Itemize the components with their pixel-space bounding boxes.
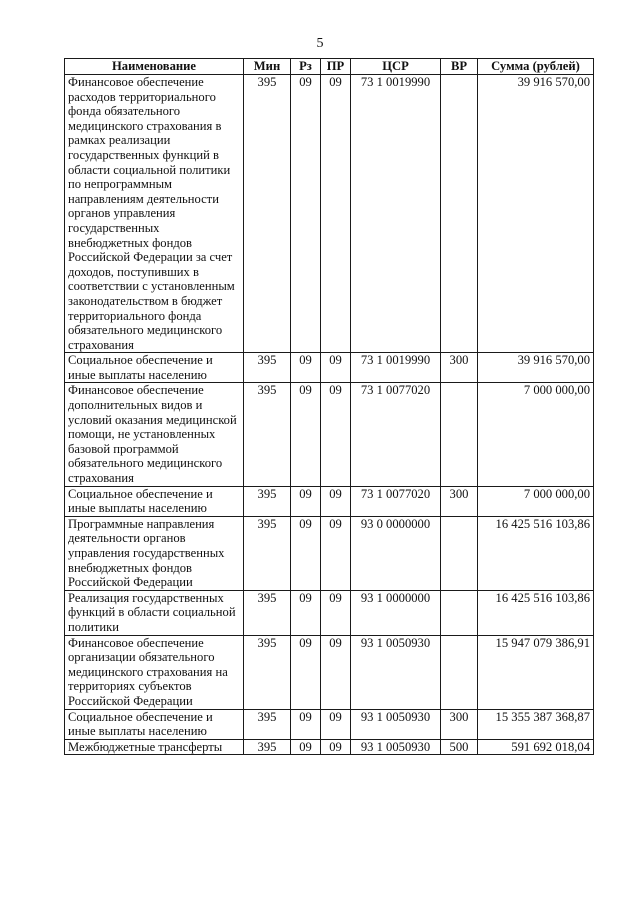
cell-csr: 73 1 0019990 <box>351 353 441 383</box>
header-csr: ЦСР <box>351 59 441 75</box>
cell-min: 395 <box>244 709 291 739</box>
table-header-row <box>65 59 594 75</box>
table-row <box>65 516 594 590</box>
cell-name: Финансовое обеспечение организации обязательного медицинского страхования на территориях субъектов Российской Федерации <box>65 635 244 709</box>
cell-rz: 09 <box>291 739 321 755</box>
table-row <box>65 75 594 353</box>
cell-min: 395 <box>244 353 291 383</box>
table-row <box>65 486 594 516</box>
cell-pr: 09 <box>321 383 351 486</box>
cell-name: Социальное обеспечение и иные выплаты населению <box>65 486 244 516</box>
cell-min: 395 <box>244 486 291 516</box>
cell-sum: 39 916 570,00 <box>478 353 594 383</box>
cell-name: Реализация государственных функций в области социальной политики <box>65 590 244 635</box>
cell-pr: 09 <box>321 635 351 709</box>
header-sum: Сумма (рублей) <box>478 59 594 75</box>
cell-name: Социальное обеспечение и иные выплаты населению <box>65 709 244 739</box>
cell-rz: 09 <box>291 635 321 709</box>
cell-name: Финансовое обеспечение расходов территориального фонда обязательного медицинского страхования в рамках реализации государственных функций в области социальной политики по непрограммным направлениям деятельности органов управления государственных внебюджетных фондов Российской Федерации за счет доходов, поступивших в соответствии с установленным законодательством в бюджет территориального фонда обязательного медицинского страхования <box>65 75 244 353</box>
cell-rz: 09 <box>291 516 321 590</box>
cell-rz: 09 <box>291 590 321 635</box>
cell-vr <box>441 75 478 353</box>
cell-sum: 7 000 000,00 <box>478 486 594 516</box>
cell-min: 395 <box>244 590 291 635</box>
cell-csr: 93 1 0050930 <box>351 709 441 739</box>
cell-vr <box>441 635 478 709</box>
cell-pr: 09 <box>321 516 351 590</box>
cell-vr <box>441 590 478 635</box>
table-row <box>65 739 594 755</box>
cell-sum: 7 000 000,00 <box>478 383 594 486</box>
page-number: 5 <box>316 36 324 51</box>
table-row <box>65 590 594 635</box>
cell-sum: 16 425 516 103,86 <box>478 516 594 590</box>
cell-vr <box>441 383 478 486</box>
cell-csr: 93 1 0050930 <box>351 635 441 709</box>
header-vr: ВР <box>441 59 478 75</box>
table-row <box>65 635 594 709</box>
cell-vr: 500 <box>441 739 478 755</box>
cell-name: Финансовое обеспечение дополнительных видов и условий оказания медицинской помощи, не установленных базовой программой обязательного медицинского страхования <box>65 383 244 486</box>
cell-rz: 09 <box>291 709 321 739</box>
cell-sum: 15 355 387 368,87 <box>478 709 594 739</box>
header-rz: Рз <box>291 59 321 75</box>
cell-pr: 09 <box>321 739 351 755</box>
cell-name: Межбюджетные трансферты <box>65 739 244 755</box>
cell-pr: 09 <box>321 709 351 739</box>
cell-vr: 300 <box>441 709 478 739</box>
table-row <box>65 383 594 486</box>
cell-csr: 73 1 0077020 <box>351 486 441 516</box>
cell-rz: 09 <box>291 353 321 383</box>
cell-csr: 73 1 0077020 <box>351 383 441 486</box>
cell-sum: 591 692 018,04 <box>478 739 594 755</box>
table-row <box>65 709 594 739</box>
cell-pr: 09 <box>321 353 351 383</box>
cell-pr: 09 <box>321 590 351 635</box>
cell-name: Социальное обеспечение и иные выплаты населению <box>65 353 244 383</box>
cell-csr: 93 0 0000000 <box>351 516 441 590</box>
cell-csr: 93 1 0000000 <box>351 590 441 635</box>
table-row <box>65 353 594 383</box>
cell-vr <box>441 516 478 590</box>
cell-pr: 09 <box>321 75 351 353</box>
cell-pr: 09 <box>321 486 351 516</box>
cell-csr: 93 1 0050930 <box>351 739 441 755</box>
cell-rz: 09 <box>291 486 321 516</box>
cell-sum: 16 425 516 103,86 <box>478 590 594 635</box>
cell-min: 395 <box>244 739 291 755</box>
cell-min: 395 <box>244 516 291 590</box>
cell-vr: 300 <box>441 486 478 516</box>
cell-sum: 39 916 570,00 <box>478 75 594 353</box>
header-name: Наименование <box>65 59 244 75</box>
header-pr: ПР <box>321 59 351 75</box>
header-min: Мин <box>244 59 291 75</box>
cell-csr: 73 1 0019990 <box>351 75 441 353</box>
cell-rz: 09 <box>291 75 321 353</box>
cell-sum: 15 947 079 386,91 <box>478 635 594 709</box>
cell-rz: 09 <box>291 383 321 486</box>
cell-vr: 300 <box>441 353 478 383</box>
cell-min: 395 <box>244 383 291 486</box>
budget-table <box>64 58 594 755</box>
cell-name: Программные направления деятельности органов управления государственных внебюджетных фондов Российской Федерации <box>65 516 244 590</box>
cell-min: 395 <box>244 75 291 353</box>
cell-min: 395 <box>244 635 291 709</box>
